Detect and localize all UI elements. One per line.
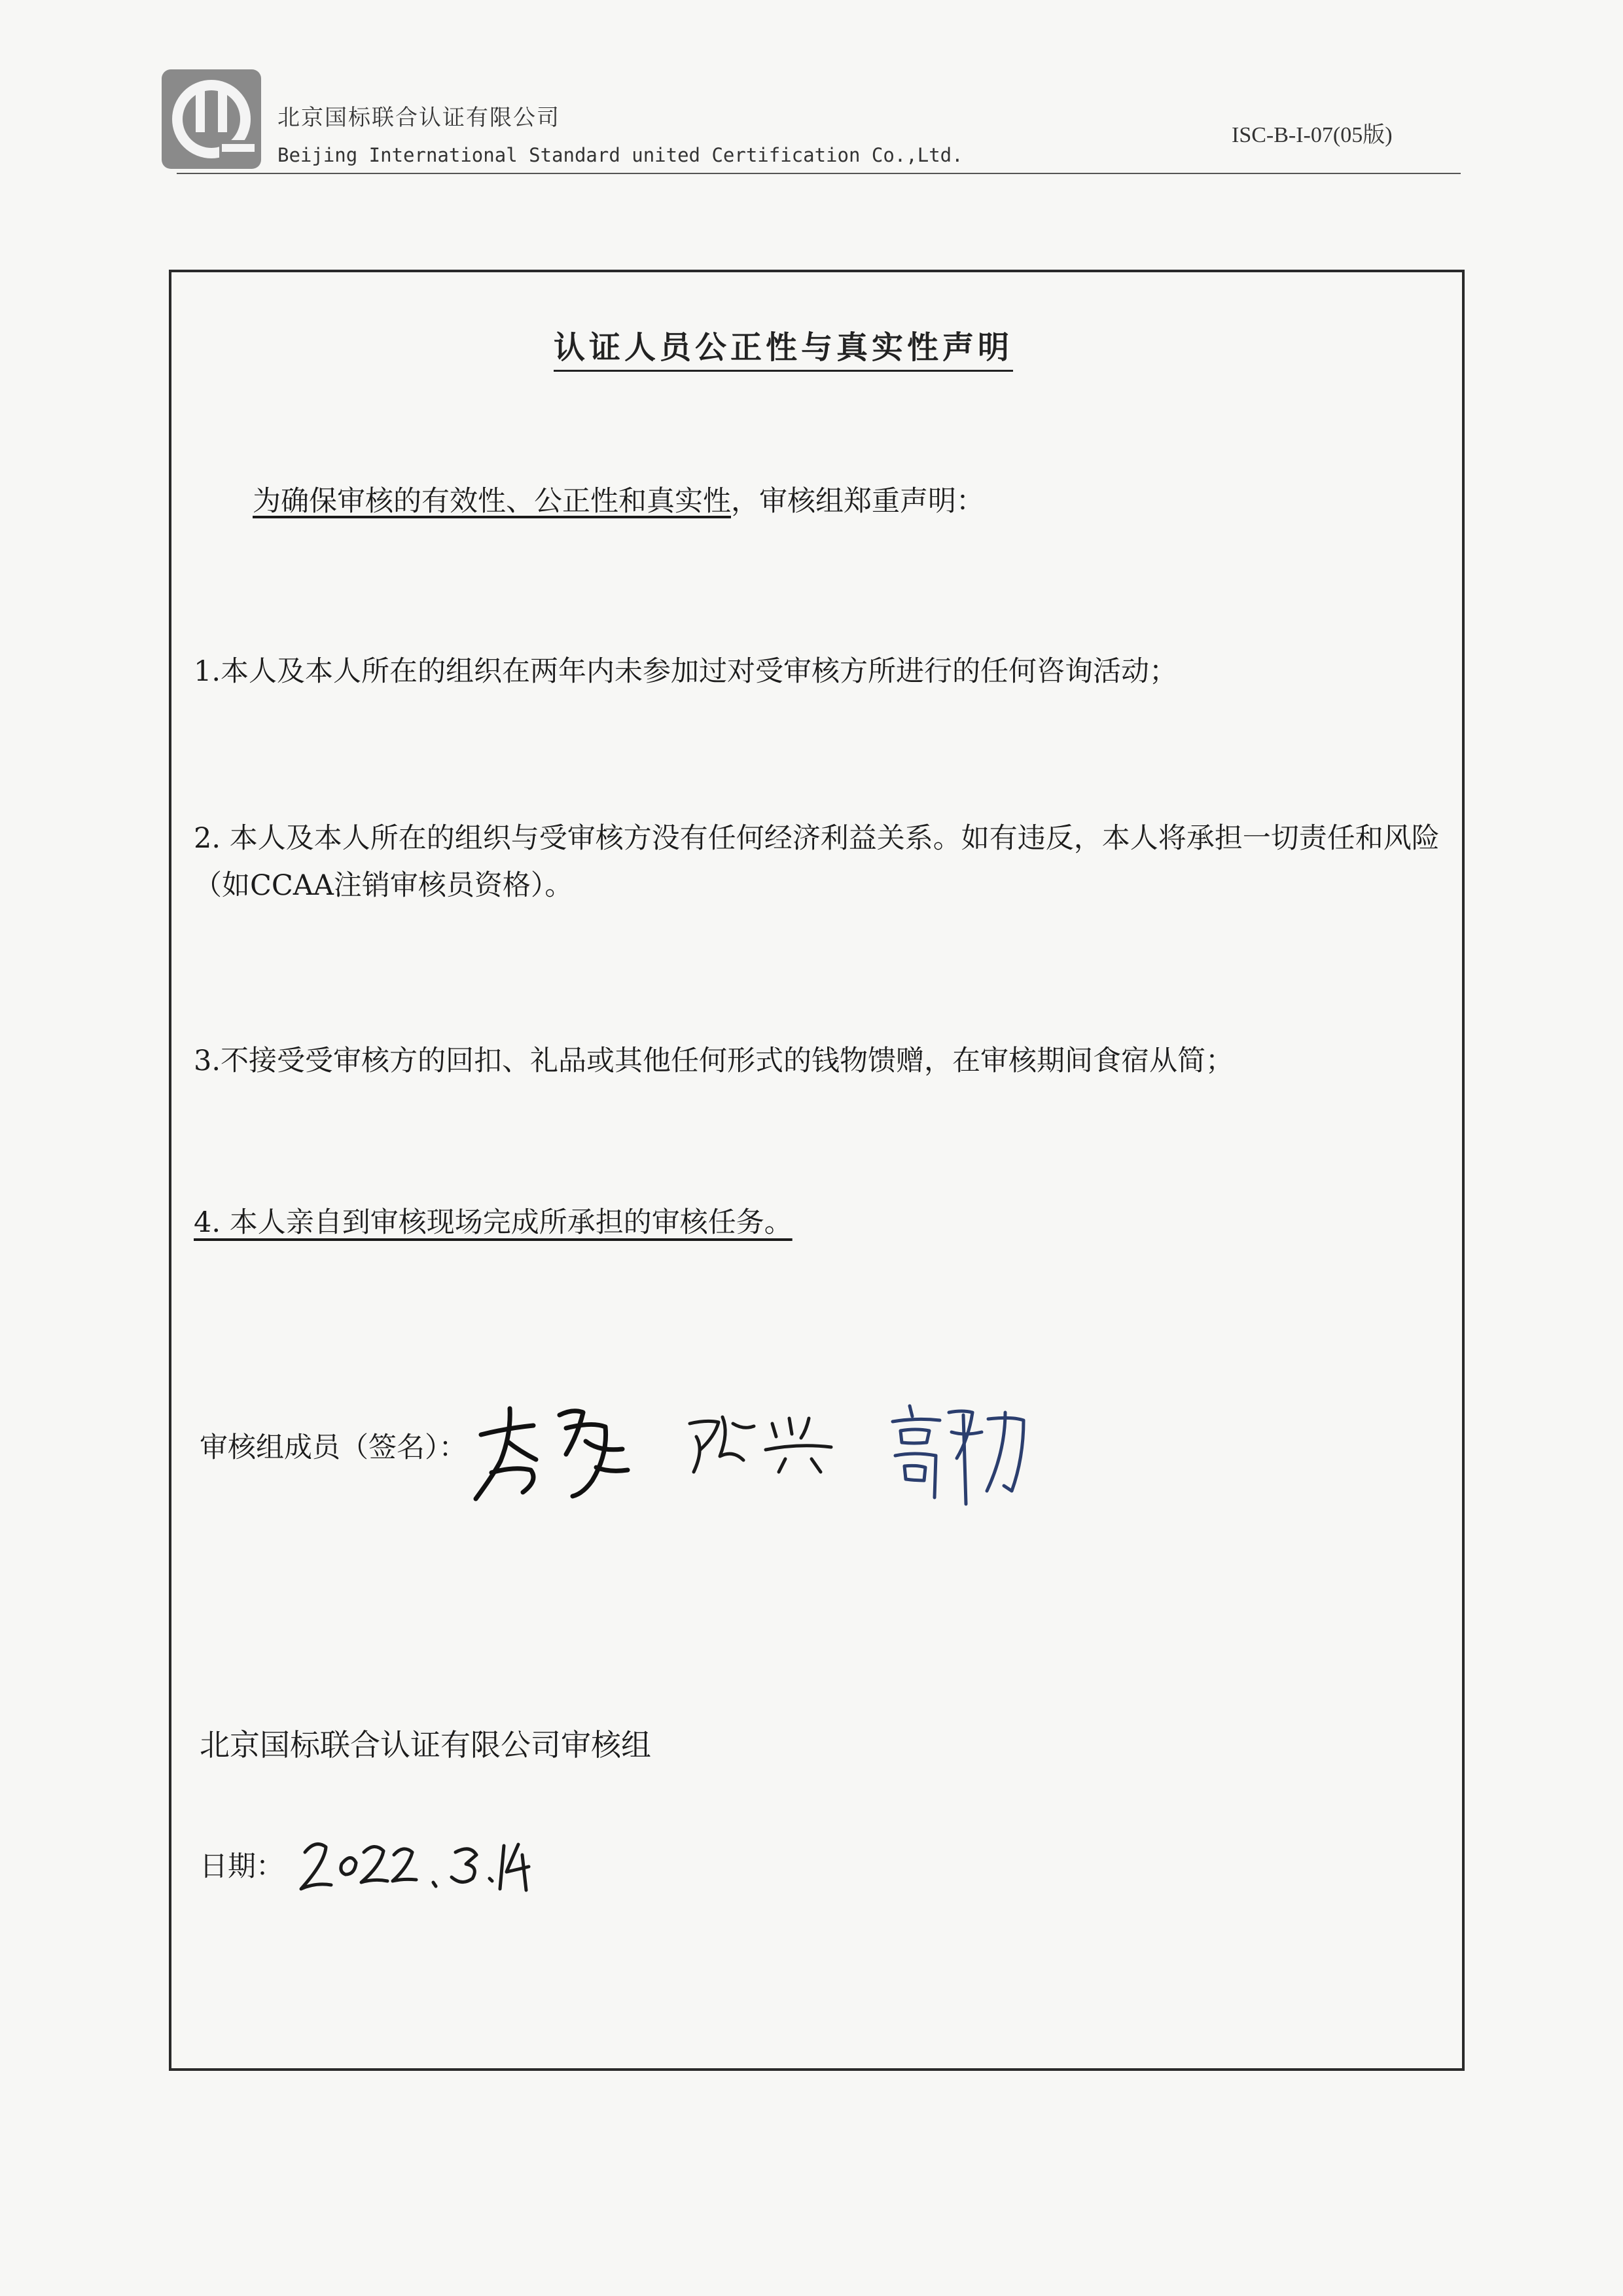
- signature-label: 审核组成员（签名）：: [200, 1431, 467, 1464]
- document-title: 认证人员公正性与真实性声明: [554, 322, 1013, 372]
- declaration-frame: [169, 270, 1465, 2071]
- audit-group-name: 北京国标联合认证有限公司审核组: [200, 1727, 651, 1763]
- company-logo: [159, 67, 264, 171]
- company-name-en: Beijing International Standard united Certification Co.,Ltd.: [277, 144, 963, 166]
- date-label: 日期：: [200, 1850, 284, 1883]
- intro-underlined-text: 为确保审核的有效性、公正性和真实性: [253, 485, 731, 518]
- header-divider: [177, 173, 1461, 174]
- intro-paragraph: [253, 479, 984, 519]
- declaration-item-1: 1.本人及本人所在的组织在两年内未参加过对受审核方所进行的任何咨询活动；: [194, 655, 1178, 688]
- declaration-item-4-text: 4. 本人亲自到审核现场完成所承担的审核任务。: [194, 1206, 793, 1239]
- signature-1: [468, 1389, 638, 1507]
- declaration-item-4: [194, 1199, 793, 1246]
- intro-rest-text: ，审核组郑重声明：: [731, 485, 984, 518]
- signature-2: [681, 1404, 838, 1482]
- declaration-item-2: 2. 本人及本人所在的组织与受审核方没有任何经济利益关系。如有违反，本人将承担一切责任和风险（如CCAA注销审核员资格）。: [194, 822, 1440, 902]
- declaration-item-3: 3.不接受受审核方的回扣、礼品或其他任何形式的钱物馈赠，在审核期间食宿从简；: [194, 1045, 1234, 1077]
- company-name-cn: 北京国标联合认证有限公司: [277, 105, 560, 131]
- signature-3: [883, 1393, 1034, 1511]
- date-handwritten: [296, 1826, 531, 1898]
- document-code: ISC-B-I-07(05版): [1232, 123, 1393, 147]
